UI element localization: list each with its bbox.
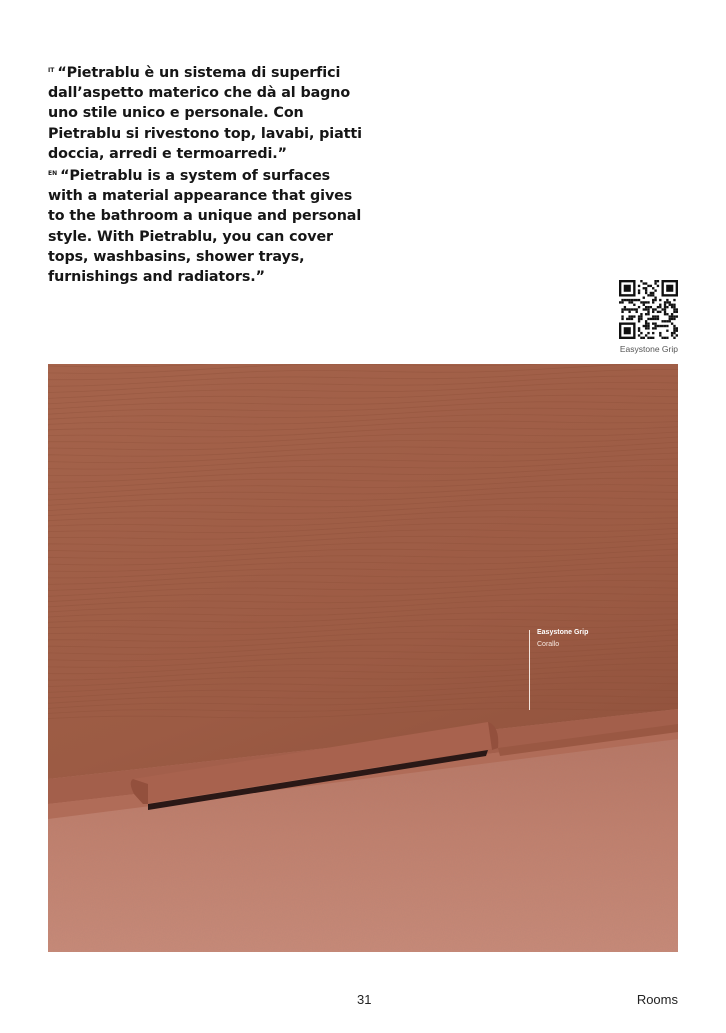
shower-tray-image	[48, 364, 678, 952]
callout-subtitle: Corallo	[537, 641, 560, 648]
quote-block	[48, 61, 368, 287]
language-tag-it: IT	[48, 67, 55, 74]
language-tag-en: EN	[48, 170, 58, 178]
quote-english-text: “Pietrablu is a system of surfaces with a material appearance that gives to the bathroom a unique and personal style. With Pietrablu, you can cover tops, washbasins, shower trays, furnishings and radiators.”	[48, 168, 362, 286]
callout-title: Easystone Grip	[537, 629, 589, 636]
quote-italian-text: “Pietrablu è un sistema di superfici dall’aspetto materico che dà al bagno uno stile unico e personale. Con Pietrablu si rivestono top, lavabi, piatti doccia, arredi e termoarredi.”	[48, 65, 362, 162]
callout-line	[529, 630, 530, 710]
product-photo	[48, 364, 678, 952]
page-number: 31	[357, 992, 372, 1007]
quote-italian	[48, 61, 368, 164]
qr-code[interactable]	[619, 280, 678, 339]
qr-code-icon	[619, 280, 678, 339]
section-name: Rooms	[636, 992, 678, 1007]
quote-english	[48, 164, 368, 287]
qr-caption: Easystone Grip	[619, 344, 678, 354]
